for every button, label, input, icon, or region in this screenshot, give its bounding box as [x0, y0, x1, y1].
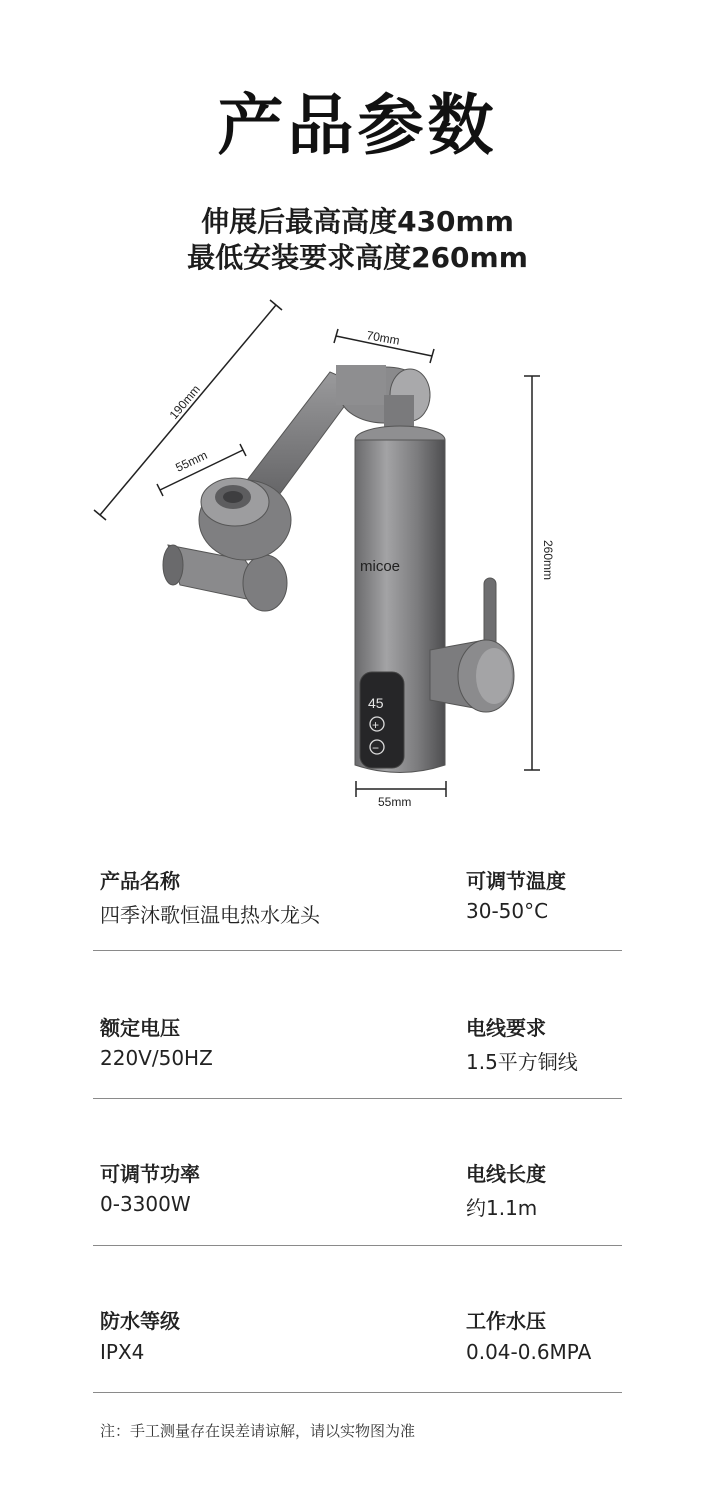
brand-logo: micoe [360, 558, 401, 575]
label-arm-length: 190mm [166, 382, 204, 422]
spec-value-temperature: 30-50°C [466, 899, 549, 923]
spec-label-product-name: 产品名称 [100, 869, 180, 893]
spec-label-temperature: 可调节温度 [466, 869, 566, 893]
subtitle-min-height: 最低安装要求高度260mm [187, 241, 528, 274]
spec-label-power: 可调节功率 [100, 1162, 200, 1186]
footnote: 注：手工测量存在误差请谅解，请以实物图为准 [100, 1422, 416, 1440]
page-title: 产品参数 [217, 87, 498, 164]
spec-value-wire-requirement: 1.5平方铜线 [466, 1050, 578, 1074]
dimension-top-width [334, 328, 434, 363]
spec-label-waterproof: 防水等级 [100, 1309, 180, 1333]
display-temperature: 45 [368, 695, 384, 711]
faucet-illustration [163, 365, 514, 773]
spec-label-water-pressure: 工作水压 [466, 1309, 546, 1333]
label-top-width: 70mm [365, 328, 401, 348]
spec-label-wire-length: 电线长度 [466, 1162, 546, 1186]
spec-value-product-name: 四季沐歌恒温电热水龙头 [100, 903, 320, 927]
label-height: 260mm [541, 540, 555, 581]
dimension-height [524, 376, 555, 770]
dimension-base-width [356, 781, 446, 809]
divider [93, 950, 622, 951]
divider [93, 1245, 622, 1246]
divider [93, 1098, 622, 1099]
spec-label-wire-requirement: 电线要求 [466, 1016, 546, 1040]
spec-value-waterproof: IPX4 [100, 1340, 145, 1364]
spec-label-voltage: 额定电压 [100, 1016, 180, 1040]
plus-icon: + [372, 718, 380, 732]
spec-value-wire-length: 约1.1m [466, 1196, 538, 1220]
divider [93, 1392, 622, 1393]
minus-icon: − [372, 741, 380, 755]
label-head-diameter: 55mm [173, 447, 210, 475]
faucet-dimension-diagram [0, 290, 715, 830]
spec-value-water-pressure: 0.04-0.6MPA [466, 1340, 592, 1364]
label-base-width: 55mm [378, 795, 412, 809]
spec-value-power: 0-3300W [100, 1192, 191, 1216]
spec-value-voltage: 220V/50HZ [100, 1046, 213, 1070]
subtitle-max-height: 伸展后最高高度430mm [201, 205, 514, 238]
